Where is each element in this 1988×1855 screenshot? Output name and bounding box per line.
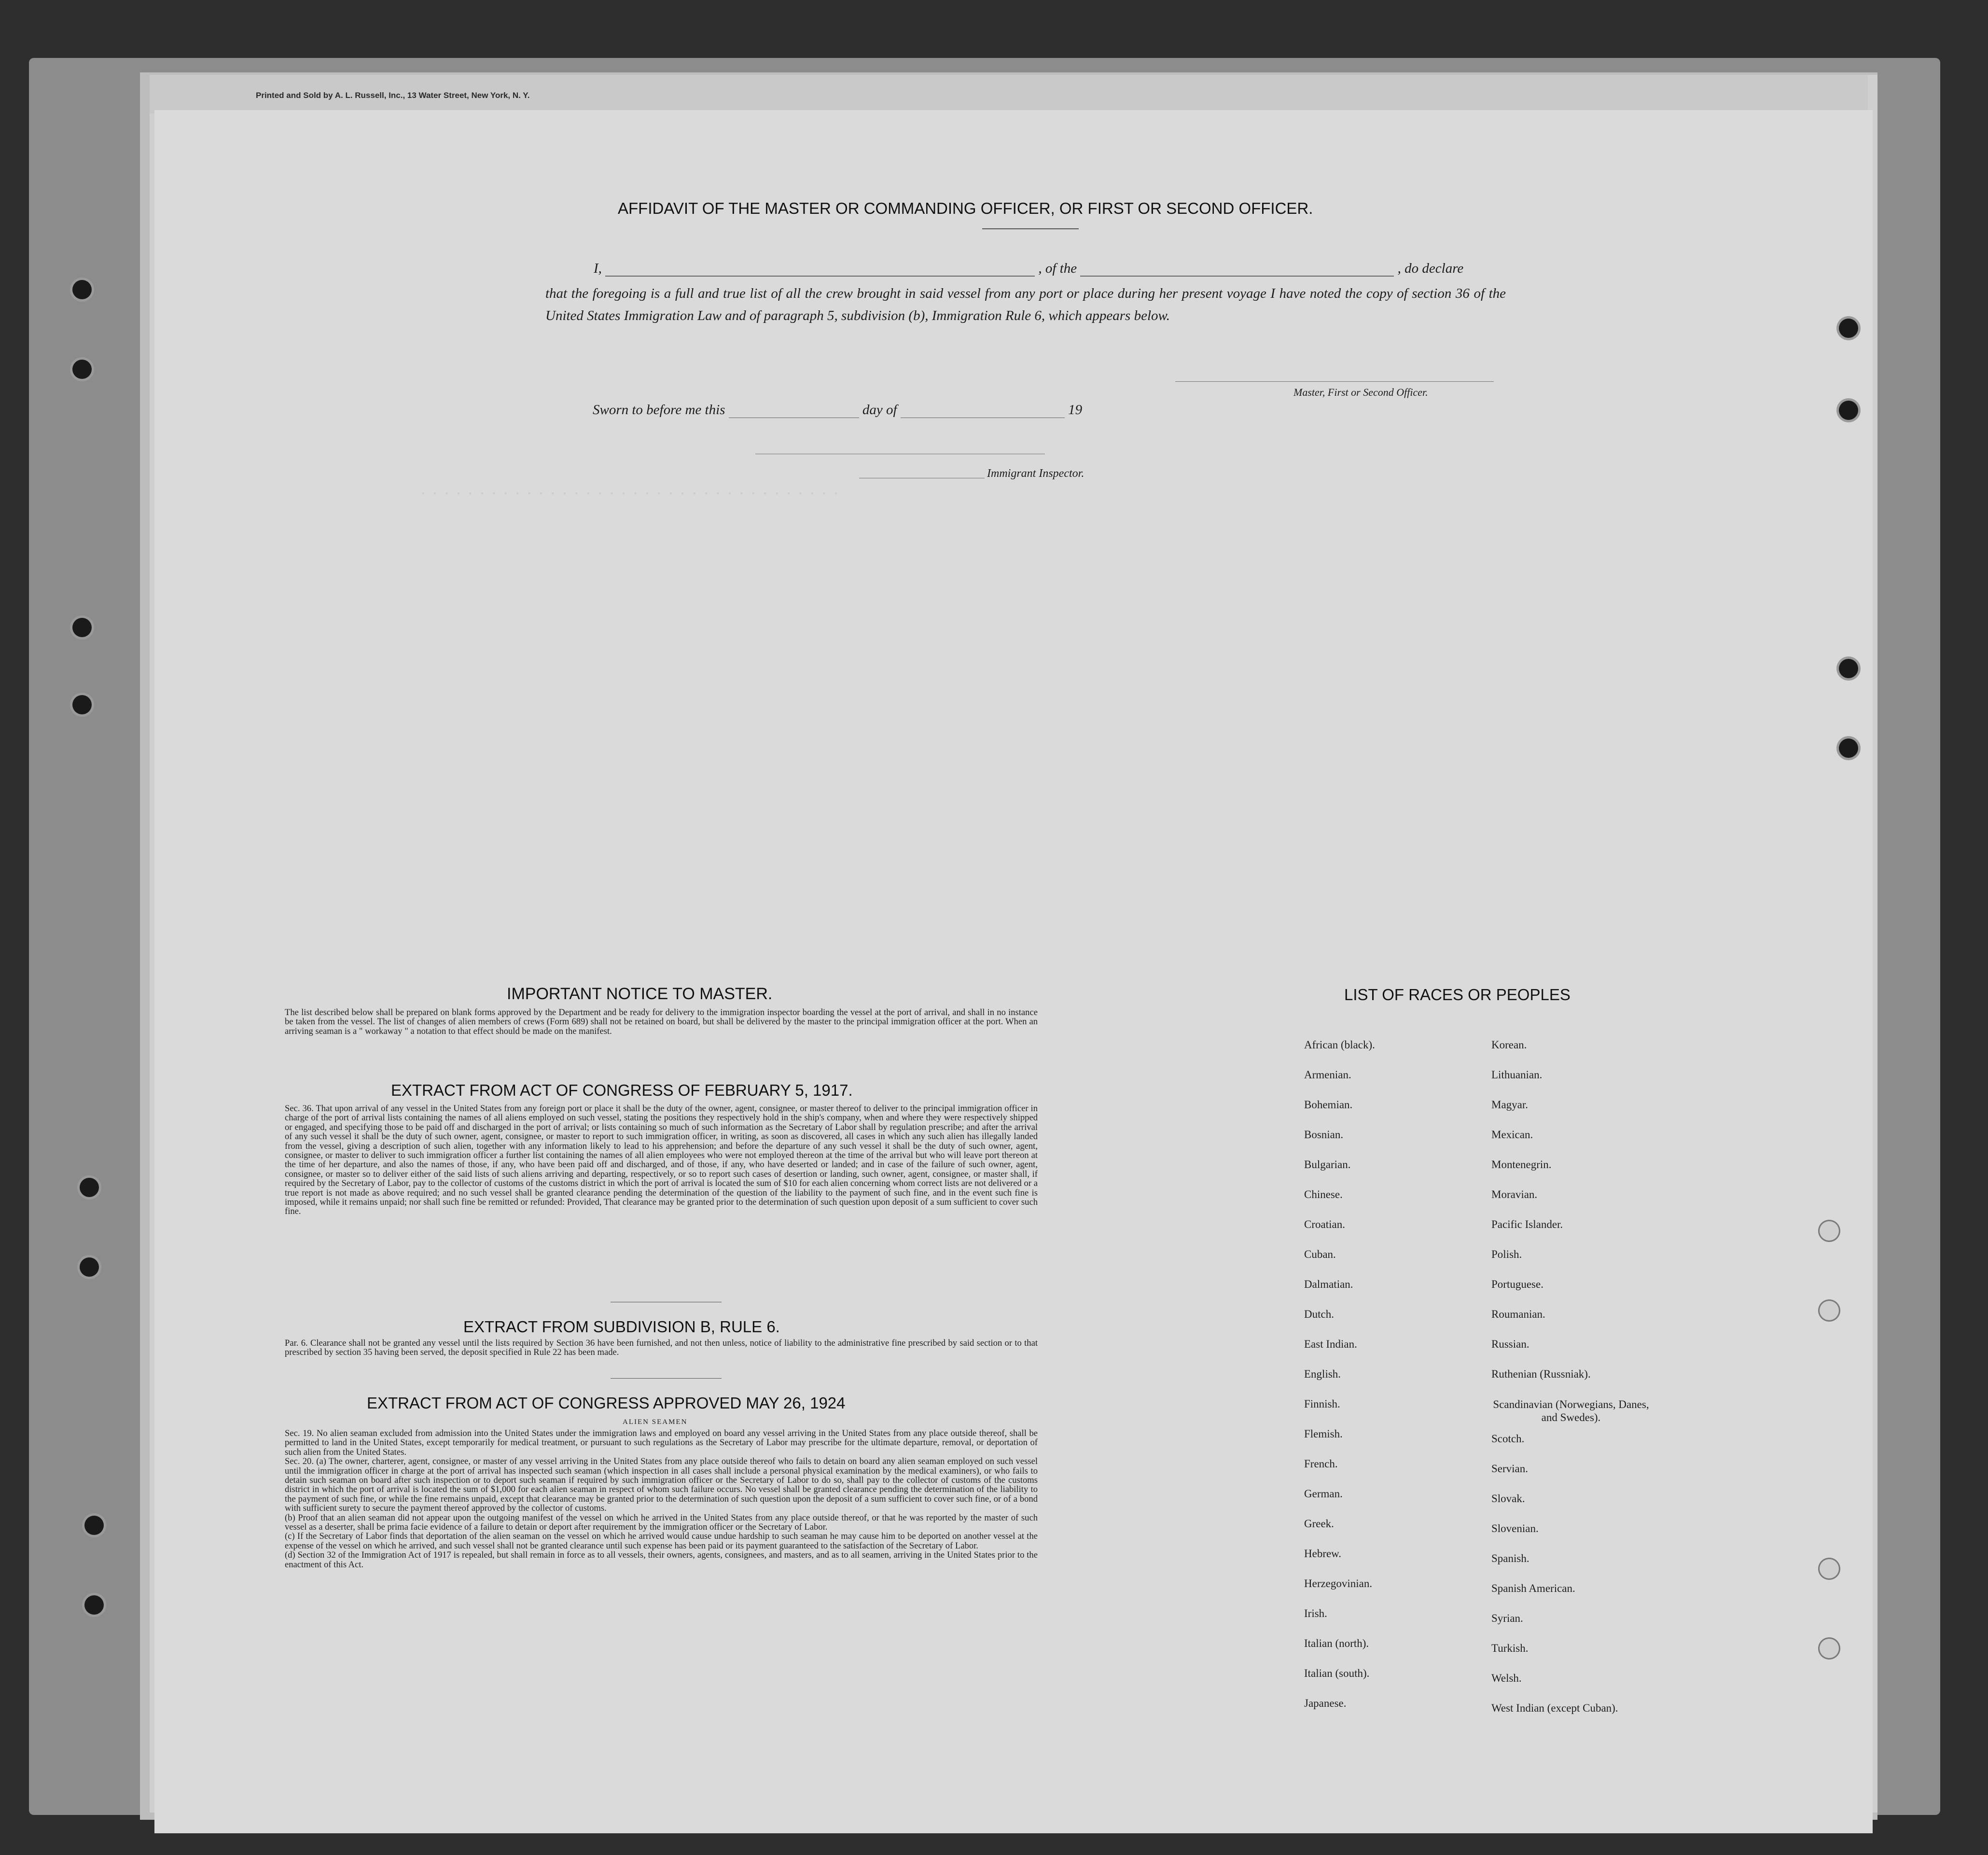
race-item: Dalmatian. [1304,1278,1353,1290]
month-blank[interactable] [901,404,1065,418]
binder-hole [1820,1559,1839,1578]
paragraph: Sec. 20. (a) The owner, charterer, agent, consignee, or master of any vessel arriving in the United States from any place outside thereof who fails to detain on board any alien seaman employed on such vessel until the immigration officer in charge at the port of arrival has inspected such seaman (which inspection in all cases shall include a personal physical examination by the medical examiners), or who fails to detain such seaman on board after such inspection or to deport such seaman if required by such immigration officer or the Secretary of Labor to do so, shall pay to the collector of customs of the customs district in which the port of arrival is located the sum of $1,000 for each alien seaman in respect of whom such failure occurs. No vessel shall be granted clearance pending the determination of the liability to the payment of such fine, or while the fine remains unpaid, except that clearance may be granted prior to the determination of such question upon the deposit of a sum sufficient to cover such fine, or of a bond with sufficient surety to secure the payment thereof approved by the collector of customs. [285,1456,1038,1514]
binder-hole [80,1178,99,1197]
race-item: Spanish. [1491,1552,1529,1564]
divider [982,228,1079,229]
paragraph: Sec. 19. No alien seaman excluded from admission into the United States under the immigration laws and employed on board any vessel arriving in the United States from any place outside thereof, shall be permitted to land in the United States, except temporarily for medical treatment, or pursuant to such regulations as the Secretary of Labor may prescribe for the ultimate departure, removal, or deportation of such alien from the United States. [285,1428,1038,1457]
race-item: Pacific Islander. [1491,1218,1563,1230]
divider [611,1378,722,1379]
race-item: Bulgarian. [1304,1158,1351,1171]
day-of-label: day of [862,402,897,418]
race-item: Spanish American. [1491,1582,1575,1594]
race-item: Moravian. [1491,1188,1538,1200]
binder-hole [72,618,92,637]
master-signature-label: Master, First or Second Officer. [1293,386,1428,398]
race-item: Croatian. [1304,1218,1345,1230]
paragraph: (b) Proof that an alien seaman did not appear upon the outgoing manifest of the vessel on which he arrived in the United States from any place outside thereof, or that he was reported by the master of such vessel as a deserter, shall be prima facie evidence of a failure to detain or deport after requirement by the immigration officer or the Secretary of Labor. [285,1512,1038,1533]
binder-hole [1839,739,1858,758]
race-item: German. [1304,1488,1343,1500]
paragraph: (d) Section 32 of the Immigration Act of 1917 is repealed, but shall remain in force as to all vessels, their owners, agents, consignees, and masters, and as to all seamen, arriving in the United States prior to the enactment of this Act. [285,1550,1038,1570]
race-item: Irish. [1304,1607,1327,1619]
vessel-blank[interactable] [1080,262,1394,277]
race-item: Bohemian. [1304,1099,1353,1111]
inspector-label: Immigrant Inspector. [987,467,1084,480]
sworn-prefix: Sworn to before me this [593,402,725,418]
races-title: LIST OF RACES OR PEOPLES [1344,986,1571,1004]
race-item: Russian. [1491,1338,1529,1350]
race-item: Bosnian. [1304,1129,1344,1141]
race-item: East Indian. [1304,1338,1357,1350]
race-item: Japanese. [1304,1697,1347,1709]
form-page [154,110,1873,1833]
binder-hole [1820,1301,1839,1320]
declare-label: , do declare [1397,261,1464,276]
race-item: Korean. [1491,1039,1527,1051]
binder-hole [72,280,92,299]
day-blank[interactable] [729,404,859,418]
sworn-line [593,402,1082,418]
binder-hole [72,360,92,379]
binder-hole [1839,401,1858,420]
extract-rule6-text: Par. 6. Clearance shall not be granted any vessel until the lists required by Section 36 have been furnished, and not then unless, notice of liability to the administrative fine prescribed by said section or to that prescribed by section 35 having been served, the deposit specified in Rule 22 has been made. [285,1338,1038,1358]
binder-hole [84,1516,104,1535]
race-item: Syrian. [1491,1612,1523,1624]
year-prefix: 19 [1068,402,1083,418]
race-item: French. [1304,1458,1338,1470]
affidavit-declaration-line [594,261,1463,277]
race-item: Finnish. [1304,1398,1340,1410]
race-item: Lithuanian. [1491,1069,1543,1081]
race-item: Dutch. [1304,1308,1334,1320]
notice-text: The list described below shall be prepared on blank forms approved by the Department and be ready for delivery to the immigration inspector boarding the vessel at the port of arrival, and shall in no instance be taken from the vessel. The list of changes of alien members of crews (Form 689) shall not be retained on board, but shall be delivered by the master to the principal immigration officer at the port. When an arriving seaman is a " workaway " a notation to that effect should be made on the manifest. [285,1007,1038,1036]
race-item: Magyar. [1491,1099,1529,1111]
race-item: Herzegovinian. [1304,1577,1373,1590]
printer-note: Printed and Sold by A. L. Russell, Inc., 13 Water Street, New York, N. Y. [256,91,530,100]
binder-hole [1820,1639,1839,1658]
extract-1917-text: Sec. 36. That upon arrival of any vessel in the United States from any foreign port or place it shall be the duty of the owner, agent, consignee, or master thereof to deliver to the principal immigration officer in charge of the port of arrival lists containing the names of all aliens employed on such vessel, stating the positions they respectively hold in the ship's company, when and where they were respectively shipped or engaged, and specifying those to be paid off and discharged in the port of arrival; or lists containing so much of such information as the Secretary of Labor shall by regulation prescribe; and after the arrival of any such vessel it shall be the duty of such owner, agent, consignee, or master to report to such immigration officer, in writing, as soon as discovered, all cases in which any such alien has illegally landed from the vessel, giving a description of such alien, together with any information likely to lead to his apprehension; and before the departure of any such vessel it shall be the duty of such owner, agent, consignee, or master to deliver to such immigration officer a further list containing the names of all alien employees who were not employed thereon at the time of the arrival but who will leave port thereon at the time of her departure, and also the names of those, if any, who have been paid off and discharged, and of those, if any, who have deserted or landed; and in case of the failure of such owner, agent, consignee, or master so to deliver either of the said lists of such aliens arriving and departing, respectively, or so to report such cases of desertion or landing, such owner, agent, consignee, or master shall, if required by the Secretary of Labor, pay to the collector of customs of the customs district in which the port of arrival is located the sum of $10 for each alien concerning whom correct lists are not delivered or a true report is not made as above required; and no such vessel shall be granted clearance pending the determination of the question of the liability to the payment of such fine, and in the event such fine is imposed, while it remains unpaid; nor shall such fine be remitted or refunded: Provided, That clearance may be granted prior to the determination of such question upon deposit of a sum sufficient to cover such fine. [285,1103,1038,1217]
binder-hole [80,1257,99,1277]
race-item: Turkish. [1491,1642,1529,1654]
race-item: Scotch. [1491,1433,1525,1445]
race-item: Armenian. [1304,1069,1351,1081]
notice-title: IMPORTANT NOTICE TO MASTER. [507,985,773,1003]
race-item: Montenegrin. [1491,1158,1552,1171]
declarant-prefix: I, [594,261,602,276]
race-item: Hebrew. [1304,1548,1342,1560]
affidavit-title: AFFIDAVIT OF THE MASTER OR COMMANDING OFFICER, OR FIRST OR SECOND OFFICER. [618,199,1313,217]
extract-1924-subtitle: ALIEN SEAMEN [623,1418,688,1426]
race-item: Italian (north). [1304,1637,1369,1649]
race-item: African (black). [1304,1039,1375,1051]
race-item: West Indian (except Cuban). [1491,1702,1618,1714]
binder-hole [1839,659,1858,678]
of-the-label: , of the [1038,261,1077,276]
extract-1924-text [285,1429,1038,1569]
race-item: Slovak. [1491,1492,1525,1505]
bleed-through-marks: · · · · · · · · · · · · · · · · · · · · · · · · · · · · · · · · · · · · [420,482,839,503]
race-item: Servian. [1491,1463,1529,1475]
race-item: Mexican. [1491,1129,1533,1141]
race-item: Chinese. [1304,1188,1343,1200]
race-item: Ruthenian (Russniak). [1491,1368,1591,1380]
race-item: Scandinavian (Norwegians, Danes, and Swedes). [1493,1398,1649,1423]
binder-hole [72,695,92,714]
race-item: Greek. [1304,1518,1334,1530]
race-item: Polish. [1491,1248,1522,1260]
binder-hole [1839,319,1858,338]
race-item: English. [1304,1368,1341,1380]
name-blank[interactable] [605,262,1035,277]
race-item: Welsh. [1491,1672,1522,1684]
extract-rule6-title: EXTRACT FROM SUBDIVISION B, RULE 6. [463,1318,780,1336]
binder-hole [1820,1221,1839,1241]
extract-1924-title: EXTRACT FROM ACT OF CONGRESS APPROVED MAY 26, 1924 [367,1394,846,1412]
extract-1917-title: EXTRACT FROM ACT OF CONGRESS OF FEBRUARY 5, 1917. [391,1081,853,1099]
race-item: Cuban. [1304,1248,1336,1260]
race-item: Italian (south). [1304,1667,1370,1679]
master-signature-line[interactable] [1175,381,1494,382]
paragraph: (c) If the Secretary of Labor finds that deportation of the alien seaman on the vessel on which he arrived would cause undue hardship to such seaman he may cause him to be deported on another vessel at the expense of the vessel on which he arrived, and such vessel shall not be granted clearance until such expense has been paid or its payment guaranteed to the satisfaction of the Secretary of Labor. [285,1531,1038,1551]
race-item: Roumanian. [1491,1308,1545,1320]
race-item: Flemish. [1304,1428,1343,1440]
binder-hole [84,1595,104,1615]
race-item: Slovenian. [1491,1522,1539,1534]
affidavit-body: that the foregoing is a full and true list of all the crew brought in said vessel from any port or place during her present voyage I have noted the copy of section 36 of the United States Immigration Law and of paragraph 5, subdivision (b), Immigration Rule 6, which appears below. [545,286,1506,323]
race-item: Portuguese. [1491,1278,1543,1290]
